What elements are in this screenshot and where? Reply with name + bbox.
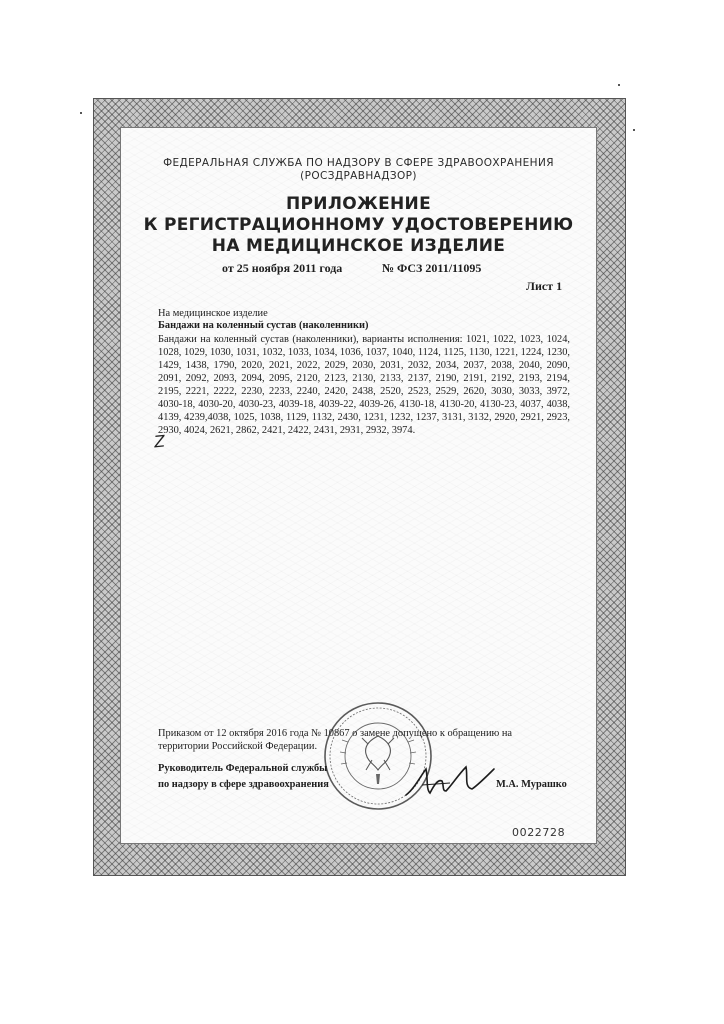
document-title: ПРИЛОЖЕНИЕ xyxy=(286,194,431,214)
order-statement: Приказом от 12 октября 2016 года № 10867 о замене допущено к обращению на территории Российской Федерации. xyxy=(158,728,513,752)
scan-speck xyxy=(80,112,82,114)
signer-title-line-2: по надзору в сфере здравоохранения xyxy=(158,779,329,790)
document-subtitle: К РЕГИСТРАЦИОННОМУ УДОСТОВЕРЕНИЮ xyxy=(143,215,574,235)
scan-speck xyxy=(633,129,635,131)
document-subtitle-2: НА МЕДИЦИНСКОЕ ИЗДЕЛИЕ xyxy=(211,236,506,256)
signer-name: М.А. Мурашко xyxy=(496,779,567,790)
signer-title-line-1: Руководитель Федеральной службы xyxy=(158,763,328,774)
issue-date: от 25 ноября 2011 года xyxy=(222,261,343,275)
product-variants: Бандажи на коленный сустав (наколенники), варианты исполнения: 1021, 1022, 1023, 1024, 1028, 1029, 1030, 1031, 1032, 1033, 1034, 1036, 1037, 1040, 1124, 1125, 1130, 1221, 1224, 1230, 1429, 1438, 1790, 2020, 2021, 2022, 2029, 2030, 2031, 2032, 2034, 2037, 2038, 2040, 2090, 2091, 2092, 2093, 2094, 2095, 2120, 2123, 2130, 2133, 2137, 2190, 2191, 2192, 2193, 2194, 2195, 2221, 2222, 2230, 2233, 2240, 2420, 2438, 2520, 2523, 2529, 2620, 3030, 3033, 3972, 4030-18, 4030-20, 4030-23, 4039-18, 4039-22, 4039-26, 4130-18, 4130-20, 4130-23, 4037, 4038, 4139, 4239,4038, 1025, 1038, 1129, 1132, 2430, 1231, 1232, 1237, 3131, 3132, 2920, 2921, 2923, 2930, 4024, 2621, 2862, 2421, 2422, 2431, 2931, 2932, 3974. xyxy=(158,334,570,436)
form-serial-number: 0022728 xyxy=(512,826,566,839)
handwritten-mark: Z xyxy=(153,431,166,452)
scan-speck xyxy=(618,84,620,86)
agency-name: ФЕДЕРАЛЬНАЯ СЛУЖБА ПО НАДЗОРУ В СФЕРЕ ЗДРАВООХРАНЕНИЯ xyxy=(163,157,554,169)
intro-line: На медицинское изделие xyxy=(158,308,268,319)
agency-abbreviation: (РОСЗДРАВНАДЗОР) xyxy=(300,170,417,182)
sheet-number: Лист 1 xyxy=(526,279,563,293)
product-name: Бандажи на коленный сустав (наколенники) xyxy=(158,320,369,331)
signature-mark xyxy=(402,755,498,803)
registration-number: № ФСЗ 2011/11095 xyxy=(382,261,482,275)
